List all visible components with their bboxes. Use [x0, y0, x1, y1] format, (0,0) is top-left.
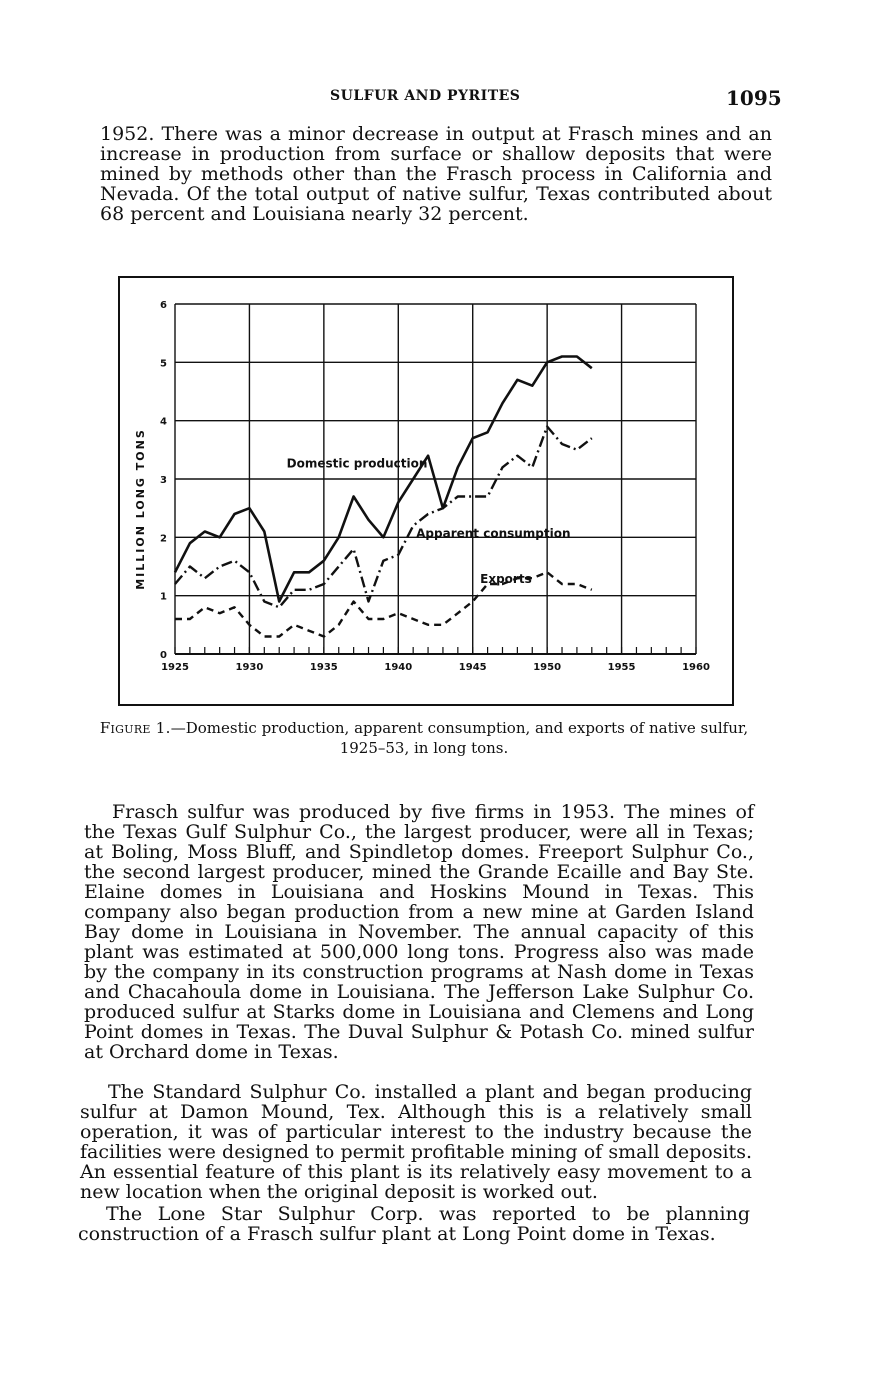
- x-tick-label: 1930: [235, 662, 264, 673]
- figure-caption: [88, 718, 760, 758]
- x-tick-label: 1940: [384, 662, 413, 673]
- chart-labels: [134, 428, 571, 590]
- y-tick-label: 4: [160, 416, 167, 428]
- series-annotation: Apparent consumption: [416, 526, 571, 541]
- sulfur-chart: [118, 276, 734, 706]
- body-paragraph: Frasch sulfur was produced by five firms in 1953. The mines of the Texas Gulf Sulphur Co., the largest producer, were all in Texas; at Boling, Moss Bluff, and Spindletop domes. Freeport Sulphur Co., the second largest producer, mined the Grande Ecaille and Bay Ste. Elaine domes in Louisiana and Hoskins Mound in Texas. This company also began production from a new mine at Garden Island Bay dome in Louisiana in November. The annual capacity of this plant was estimated at 500,000 long tons. Progress also was made by the company in its construction programs at Nash dome in Texas and Chacahoula dome in Louisiana. The Jefferson Lake Sulphur Co. produced sulfur at Starks dome in Louisiana and Clemens and Long Point domes in Texas. The Duval Sulphur & Potash Co. mined sulfur at Orchard dome in Texas.: [84, 801, 754, 1063]
- y-tick-label: 0: [160, 650, 167, 661]
- page-number: 1095: [726, 86, 782, 110]
- x-tick-label: 1955: [607, 662, 636, 673]
- y-axis-label: MILLION LONG TONS: [134, 428, 147, 590]
- figure-caption-label: Figure 1.: [99, 719, 171, 737]
- x-tick-label: 1960: [682, 662, 710, 673]
- x-tick-label: 1925: [161, 662, 189, 673]
- intro-paragraph: 1952. There was a minor decrease in output at Frasch mines and an increase in production from surface or shallow deposits that were mined by methods other than the Frasch process in California and Nevada. Of the total output of native sulfur, Texas contributed about 68 percent and Louisiana nearly 32 percent.: [100, 123, 772, 225]
- x-tick-label: 1935: [309, 662, 338, 673]
- running-head: SULFUR AND PYRITES: [330, 88, 521, 104]
- y-tick-label: 5: [160, 358, 167, 370]
- series-annotation: Domestic production: [286, 456, 428, 471]
- y-tick-label: 3: [160, 475, 167, 486]
- body-paragraph: The Standard Sulphur Co. installed a plant and began producing sulfur at Damon Mound, Tex. Although this is a relatively small operation, it was of particular interest to the industry because the facilities were designed to permit profitable mining of small deposits. An essential feature of this plant is its relatively easy movement to a new location when the original deposit is worked out.: [80, 1081, 752, 1203]
- y-tick-label: 1: [160, 591, 167, 603]
- y-tick-label: 2: [160, 533, 167, 545]
- x-tick-label: 1950: [533, 662, 562, 673]
- body-paragraph: The Lone Star Sulphur Corp. was reported to be planning construction of a Frasch sulfur plant at Long Point dome in Texas.: [78, 1203, 750, 1245]
- chart-series: [175, 357, 592, 637]
- x-tick-label: 1945: [458, 662, 487, 673]
- series-annotation: Exports: [480, 571, 532, 586]
- y-tick-label: 6: [160, 300, 167, 311]
- figure-caption-text: —Domestic production, apparent consumption, and exports of native sulfur, 1925–53, in long tons.: [170, 719, 749, 757]
